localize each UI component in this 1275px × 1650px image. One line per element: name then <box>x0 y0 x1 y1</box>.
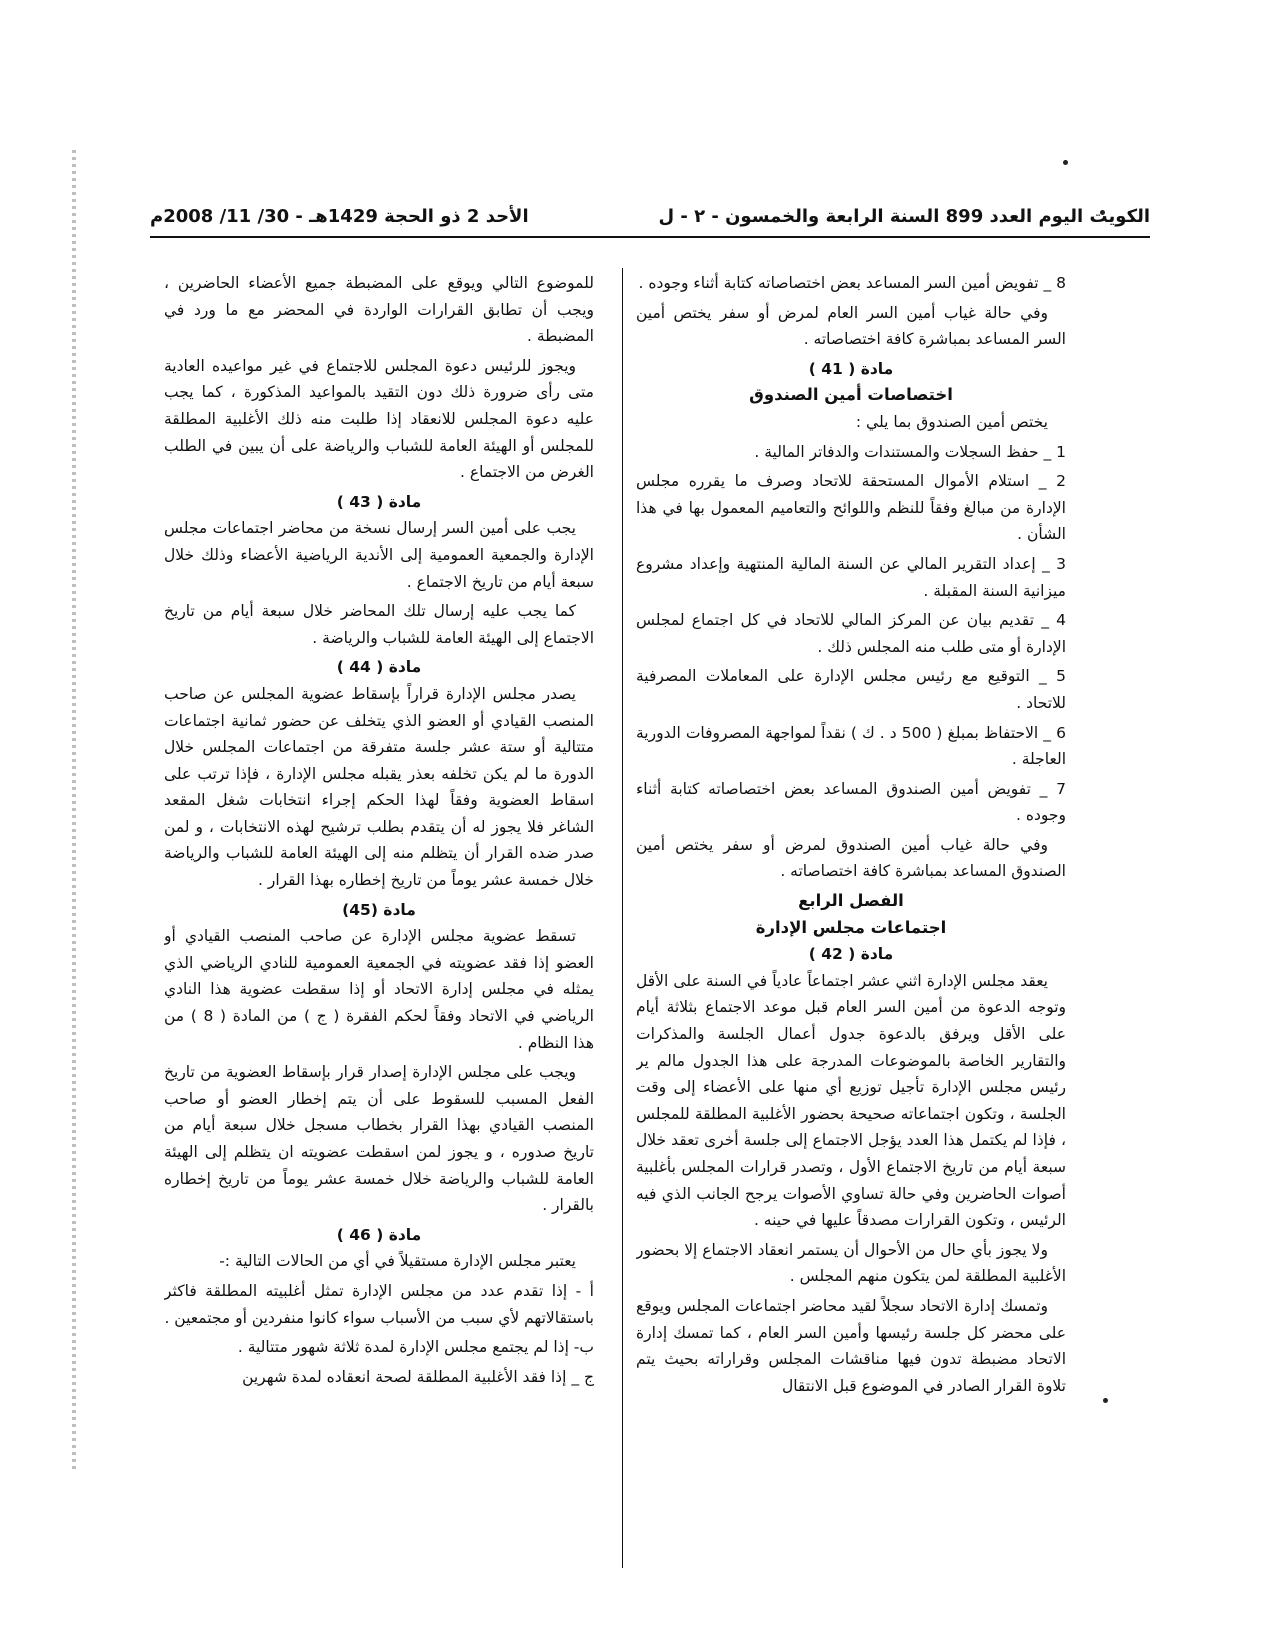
paragraph: يختص أمين الصندوق بما يلي : <box>855 412 1048 431</box>
section-heading: اجتماعات مجلس الإدارة <box>755 917 947 937</box>
column-divider <box>622 268 623 1568</box>
right-column <box>636 270 1066 1570</box>
paragraph: 5 _ التوقيع مع رئيس مجلس الإدارة على المعاملات المصرفية للاتحاد . <box>636 667 1066 712</box>
scan-speck <box>1103 1398 1108 1403</box>
paragraph: يصدر مجلس الإدارة قراراً بإسقاط عضوية المجلس عن صاحب المنصب القيادي أو العضو الذي يتخلف عن حضور ثمانية اجتماعات متتالية أو ستة عشر جلسة متفرقة من اجتماعات المجلس خلال الدورة ما لم يكن تخلفه بعذر يقبله مجلس الإدارة ، فإذا ترتب على اسقاط العضوية وفقاً لهذا الحكم إجراء انتخابات شغل المقعد الشاغر فلا يجوز له أن يتقدم بطلب ترشيح لهذه الانتخابات ، و لمن صدر ضده القرار أن يتظلم منه إلى الهيئة العامة للشباب والرياضة خلال خمسة عشر يوماً من تاريخ إخطاره بهذا القرار . <box>164 684 594 890</box>
paragraph: يجب على أمين السر إرسال نسخة من محاضر اجتماعات مجلس الإدارة والجمعية العمومية إلى الأندية الرياضية الأعضاء وذلك خلال سبعة أيام من تاريخ الاجتماع . <box>164 519 594 591</box>
paragraph: يعقد مجلس الإدارة اثني عشر اجتماعاً عادياً في السنة على الأقل وتوجه الدعوة من أمين السر العام قبل موعد الاجتماع بثلاثة أيام على الأقل ويرفق بالدعوة جدول أعمال الجلسة والمذكرات والتقارير الخاصة بالموضوعات المدرجة على هذا الجدول مالم ير رئيس مجلس الإدارة تأجيل توزيع أي منها على الأعضاء إلى وقت الجلسة ، وتكون اجتماعاته صحيحة بحضور الأغلبية المطلقة للمجلس ، فإذا لم يكتمل هذا العدد يؤجل الاجتماع إلى جلسة أخرى تعقد خلال سبعة أيام من تاريخ الاجتماع الأول ، وتصدر قرارات المجلس بأغلبية أصوات الحاضرين وفي حالة تساوي الأصوات يرجح الجانب الذي فيه الرئيس ، وتكون القرارات مصدقاً عليها في حينه . <box>636 971 1066 1230</box>
article-number: مادة ( 42 ) <box>808 945 894 964</box>
paragraph: ويجوز للرئيس دعوة المجلس للاجتماع في غير مواعيده العادية متى رأى ضرورة ذلك دون التقيد بالمواعيد المذكورة ، كما يجب عليه دعوة المجلس للانعقاد إذا طلبت منه ذلك الأغلبية المطلقة للمجلس أو الهيئة العامة للشباب والرياضة على أن يبين في الطلب الغرض من الاجتماع . <box>164 356 594 482</box>
paragraph: للموضوع التالي ويوقع على المضبطة جميع الأعضاء الحاضرين ، ويجب أن تطابق القرارات الواردة في المحضر مع ما ورد في المضبطة . <box>164 274 594 346</box>
article-number: مادة ( 41 ) <box>808 359 894 378</box>
paragraph: وتمسك إدارة الاتحاد سجلاً لقيد محاضر اجتماعات المجلس ويوقع على محضر كل جلسة رئيسها وأمين السر العام ، كما تمسك إدارة الاتحاد مضبطة تدون فيها مناقشات المجلس وقراراته بحيث يتم تلاوة القرار الصادر في الموضوع قبل الانتقال <box>636 1296 1066 1395</box>
paragraph: وفي حالة غياب أمين السر العام لمرض أو سفر يختص أمين السر المساعد بمباشرة كافة اختصاصاته . <box>636 303 1066 349</box>
article-number: مادة (45) <box>342 900 416 919</box>
article-number: مادة ( 44 ) <box>336 658 422 677</box>
left-column <box>164 270 594 1570</box>
paragraph: ويجب على مجلس الإدارة إصدار قرار بإسقاط العضوية من تاريخ الفعل المسبب للسقوط على أن يتم إخطار العضو أو صاحب المنصب القيادي بهذا القرار بخطاب مسجل خلال سبعة أيام من تاريخ صدوره ، و يجوز لمن اسقطت عضويته ان يتظلم إلى الهيئة العامة للشباب والرياضة خلال خمسة عشر يوماً من تاريخ إخطاره بالقرار . <box>164 1063 594 1215</box>
paragraph: أ - إذا تقدم عدد من مجلس الإدارة تمثل أغلبيته المطلقة فاكثر باستقالاتهم لأي سبب من الأسباب سواء كانوا منفردين أو مجتمعين . <box>164 1281 594 1327</box>
article-number: مادة ( 43 ) <box>336 492 422 511</box>
section-heading: الفصل الرابع <box>798 891 904 911</box>
header-publication-info: الكويت اليوم العدد 899 السنة الرابعة والخمسون - ٢ - ل <box>658 206 1150 227</box>
scan-border <box>72 150 76 1470</box>
page-header <box>150 202 1150 238</box>
header-date: الأحد 2 ذو الحجة 1429هـ - 30/ 11/ 2008م <box>150 206 529 227</box>
paragraph: يعتبر مجلس الإدارة مستقيلاً في أي من الحالات التالية :- <box>219 1252 576 1271</box>
paragraph: ج _ إذا فقد الأغلبية المطلقة لصحة انعقاده لمدة شهرين <box>242 1367 594 1386</box>
paragraph: كما يجب عليه إرسال تلك المحاضر خلال سبعة أيام من تاريخ الاجتماع إلى الهيئة العامة للشباب والرياضة . <box>164 602 594 647</box>
article-number: مادة ( 46 ) <box>336 1225 422 1244</box>
paragraph: وفي حالة غياب أمين الصندوق لمرض أو سفر يختص أمين الصندوق المساعد بمباشرة كافة اختصاصاته . <box>636 835 1066 881</box>
paragraph: 3 _ إعداد التقرير المالي عن السنة المالية المنتهية وإعداد مشروع ميزانية السنة المقبلة . <box>636 554 1066 600</box>
paragraph: 6 _ الاحتفاظ بمبلغ ( 500 د . ك ) نقداً لمواجهة المصروفات الدورية العاجلة . <box>636 723 1066 769</box>
scan-speck <box>1063 160 1068 165</box>
paragraph: 2 _ استلام الأموال المستحقة للاتحاد وصرف ما يقرره مجلس الإدارة من مبالغ وفقاً للنظم واللوائح والتعاميم المعمول بها في هذا الشأن . <box>636 472 1066 544</box>
paragraph: ب- إذا لم يجتمع مجلس الإدارة لمدة ثلاثة شهور متتالية . <box>237 1338 594 1357</box>
section-heading: اختصاصات أمين الصندوق <box>749 385 953 405</box>
paragraph: 7 _ تفويض أمين الصندوق المساعد بعض اختصاصاته كتابة أثناء وجوده . <box>636 779 1066 825</box>
paragraph: ولا يجوز بأي حال من الأحوال أن يستمر انعقاد الاجتماع إلا بحضور الأغلبية المطلقة لمن يتكون منهم المجلس . <box>636 1240 1066 1286</box>
paragraph: 8 _ تفويض أمين السر المساعد بعض اختصاصاته كتابة أثناء وجوده . <box>638 274 1066 292</box>
paragraph: تسقط عضوية مجلس الإدارة عن صاحب المنصب القيادي أو العضو إذا فقد عضويته في الجمعية العمومية للنادي الرياضي الذي يمثله في مجلس إدارة الاتحاد أو إذا سقطت عضوية هذا النادي الرياضي في الاتحاد وفقاً لحكم الفقرة ( ج ) من المادة ( 8 ) من هذا النظام . <box>164 927 594 1052</box>
paragraph: 1 _ حفظ السجلات والمستندات والدفاتر المالية . <box>754 442 1066 461</box>
paragraph: 4 _ تقديم بيان عن المركز المالي للاتحاد في كل اجتماع لمجلس الإدارة أو متى طلب منه المجلس ذلك . <box>636 611 1066 656</box>
